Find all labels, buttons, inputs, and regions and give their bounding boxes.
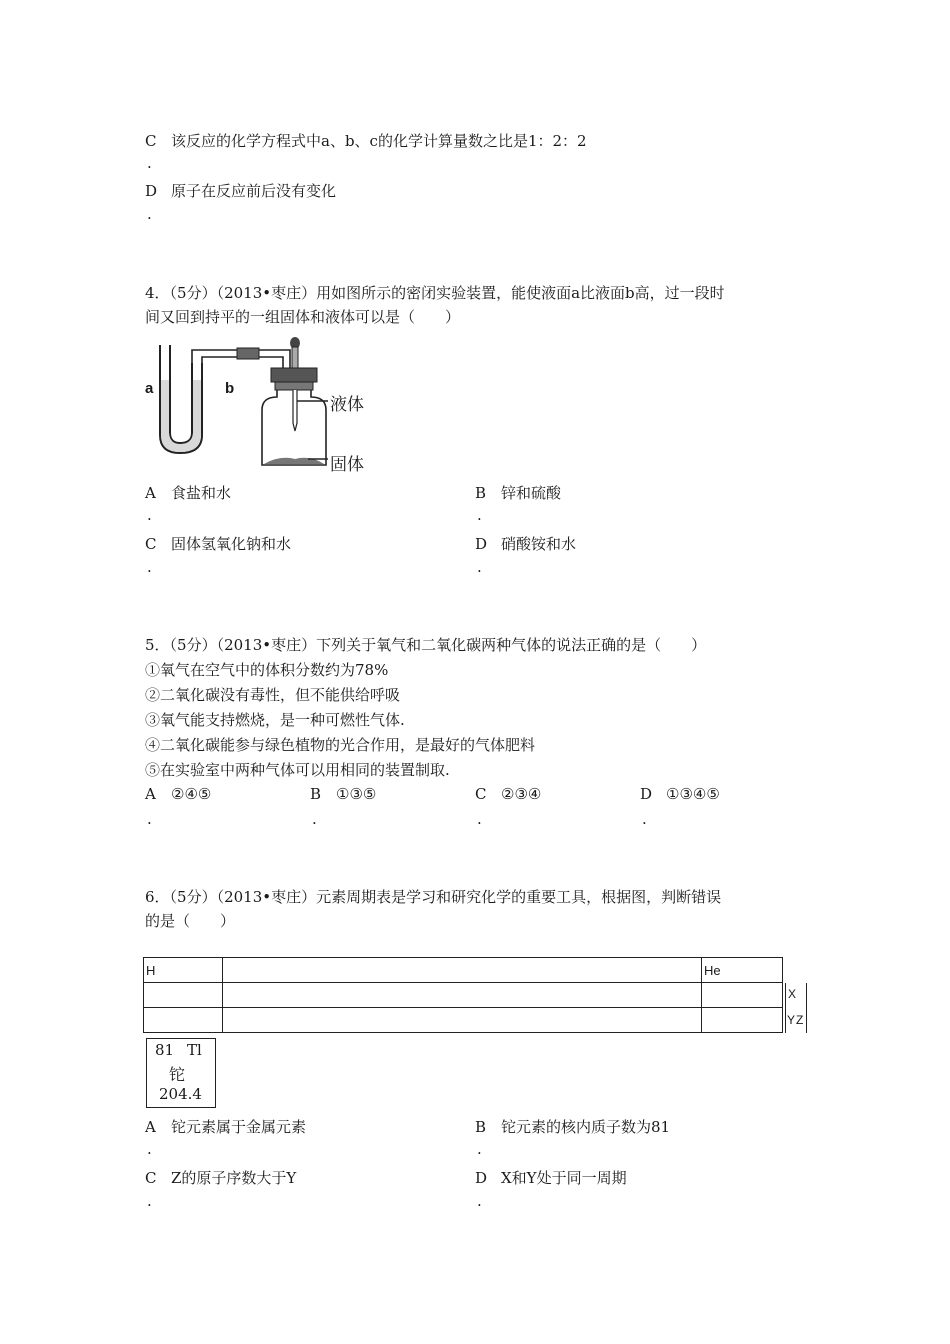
option-text: 硝酸铵和水 <box>501 535 577 553</box>
q5-option-d[interactable] <box>640 785 720 803</box>
option-letter: B <box>475 484 487 502</box>
option-letter: C <box>145 535 157 553</box>
q5-statement-1: ①氧气在空气中的体积分数约为78% <box>145 661 389 679</box>
cell-empty <box>702 1008 783 1033</box>
option-letter: C <box>145 1169 157 1187</box>
q6-stem-line2: 的是（ ） <box>145 912 236 930</box>
option-dot: . <box>477 1140 482 1158</box>
option-dot: . <box>147 558 152 576</box>
q5-statement-5: ⑤在实验室中两种气体可以用相同的装置制取. <box>145 761 450 779</box>
element-mass: 204.4 <box>159 1085 202 1103</box>
option-dot: . <box>477 506 482 524</box>
element-name: 铊 <box>169 1065 186 1084</box>
option-text: 原子在反应前后没有变化 <box>171 182 337 200</box>
option-letter: D <box>640 785 653 803</box>
label-solid: 固体 <box>330 455 364 474</box>
option-text: 锌和硫酸 <box>501 484 562 502</box>
option-text: X和Y处于同一周期 <box>501 1169 627 1187</box>
element-number: 81 <box>155 1041 175 1059</box>
q5-statement-4: ④二氧化碳能参与绿色植物的光合作用，是最好的气体肥料 <box>145 736 536 754</box>
q4-stem-line1: 4．（5分）（2013•枣庄）用如图所示的密闭实验装置，能使液面a比液面b高，过一段时 <box>145 284 725 302</box>
option-letter: C <box>475 785 487 803</box>
q5-option-b[interactable] <box>310 785 376 803</box>
option-letter: A <box>145 484 156 502</box>
cell-z: Z <box>796 1013 804 1027</box>
label-a: a <box>145 380 154 397</box>
element-card-tl <box>146 1038 216 1108</box>
q4-option-d[interactable] <box>475 533 576 554</box>
option-text: Z的原子序数大于Y <box>171 1169 297 1187</box>
option-dot: . <box>147 205 152 223</box>
q4-option-b[interactable] <box>475 482 561 503</box>
option-dot: . <box>147 1140 152 1158</box>
option-dot: . <box>147 810 152 828</box>
label-b: b <box>225 380 235 397</box>
option-dot: . <box>477 1192 482 1210</box>
q6-option-c[interactable] <box>145 1167 296 1188</box>
q5-option-c[interactable] <box>475 785 541 803</box>
option-text: 食盐和水 <box>171 484 232 502</box>
element-symbol: Tl <box>187 1041 202 1059</box>
q6-option-d[interactable] <box>475 1167 627 1188</box>
q4-stem-line2: 间又回到持平的一组固体和液体可以是（ ） <box>145 308 461 326</box>
option-dot: . <box>147 154 152 172</box>
option-letter: C <box>145 132 157 150</box>
q3-option-c[interactable] <box>145 130 587 151</box>
q5-statement-2: ②二氧化碳没有毒性，但不能供给呼吸 <box>145 686 401 704</box>
option-text: 固体氢氧化钠和水 <box>171 535 292 553</box>
cell-empty <box>702 983 783 1008</box>
option-letter: D <box>475 535 488 553</box>
q5-option-a[interactable] <box>145 785 211 803</box>
q3-option-d[interactable] <box>145 180 336 201</box>
periodic-table-fragment <box>143 957 783 1033</box>
cell-empty <box>223 983 702 1008</box>
option-dot: . <box>147 506 152 524</box>
option-dot: . <box>312 810 317 828</box>
option-text: ②③④ <box>501 785 542 803</box>
option-dot: . <box>642 810 647 828</box>
option-letter: A <box>145 785 156 803</box>
option-text: ①③⑤ <box>336 785 377 803</box>
cell-empty <box>223 1008 702 1033</box>
option-dot: . <box>147 1192 152 1210</box>
q6-option-b[interactable] <box>475 1116 670 1137</box>
cell-empty <box>223 958 702 983</box>
option-text: 该反应的化学方程式中a、b、c的化学计算量数之比是1：2：2 <box>171 132 587 150</box>
q6-stem-line1: 6．（5分）（2013•枣庄）元素周期表是学习和研究化学的重要工具，根据图，判断错误 <box>145 888 722 906</box>
q6-option-a[interactable] <box>145 1116 306 1137</box>
cell-empty <box>144 1008 223 1033</box>
option-text: 铊元素属于金属元素 <box>171 1118 307 1136</box>
q4-option-a[interactable] <box>145 482 231 503</box>
option-letter: D <box>145 182 158 200</box>
option-text: ②④⑤ <box>171 785 212 803</box>
cell-y: Y <box>787 1013 796 1027</box>
q5-stem: 5．（5分）（2013•枣庄）下列关于氧气和二氧化碳两种气体的说法正确的是（ ） <box>145 636 707 654</box>
cell-empty <box>144 983 223 1008</box>
option-text: 铊元素的核内质子数为81 <box>501 1118 671 1136</box>
option-dot: . <box>477 810 482 828</box>
option-letter: B <box>475 1118 487 1136</box>
option-letter: B <box>310 785 322 803</box>
option-letter: A <box>145 1118 156 1136</box>
label-liquid: 液体 <box>330 395 364 414</box>
option-text: ①③④⑤ <box>666 785 720 803</box>
cell-h: H <box>144 958 223 983</box>
q5-statement-3: ③氧气能支持燃烧，是一种可燃性气体. <box>145 711 405 729</box>
cell-x: X <box>788 987 797 1001</box>
q4-option-c[interactable] <box>145 533 291 554</box>
cell-he: He <box>702 958 783 983</box>
option-letter: D <box>475 1169 488 1187</box>
option-dot: . <box>477 558 482 576</box>
